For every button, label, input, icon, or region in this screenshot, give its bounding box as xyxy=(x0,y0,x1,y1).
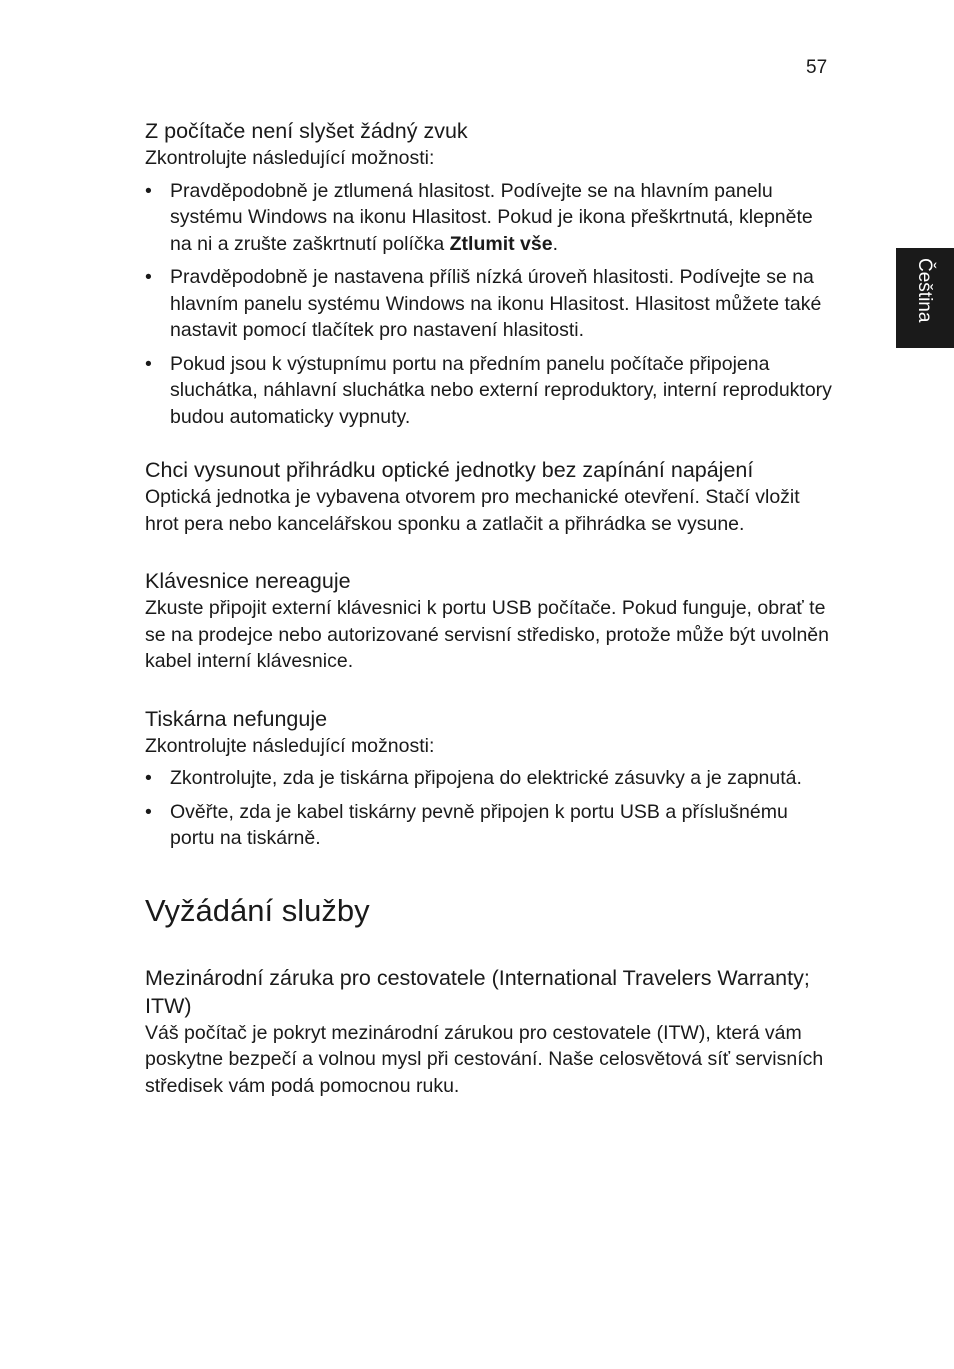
page-number: 57 xyxy=(806,57,828,78)
section-printer xyxy=(145,705,835,852)
bullet-icon: • xyxy=(145,352,152,375)
list-item xyxy=(145,264,835,344)
list-item xyxy=(145,178,835,258)
section-heading: Tiskárna nefunguje xyxy=(145,706,328,731)
bullet-icon: • xyxy=(145,179,152,202)
bullet-icon: • xyxy=(145,767,152,789)
list-item-text: Zkontrolujte, zda je tiskárna připojena do elektrické zásuvky a je zapnutá. xyxy=(170,767,802,789)
list-item xyxy=(145,799,835,852)
page-content xyxy=(145,117,835,1099)
section-heading: Klávesnice nereaguje xyxy=(145,569,351,593)
section-heading: Chci vysunout přihrádku optické jednotky bez zapínání napájení xyxy=(145,458,754,482)
chapter-heading: Vyžádání služby xyxy=(145,892,370,928)
language-tab-label: Čeština xyxy=(914,258,935,323)
list-item-text: Pravděpodobně je nastavena příliš nízká úroveň hlasitosti. Podívejte se na hlavním panelu systému Windows na ikonu Hlasitost. Hlasitost můžete také nastavit pomocí tlačítek pro nastavení hlasitosti. xyxy=(170,266,822,341)
list-item-text-end: . xyxy=(552,232,558,255)
section-body: Váš počítač je pokryt mezinárodní zárukou pro cestovatele (ITW), která vám poskytne bezpečí a volnou mysl při cestování. Naše celosvětová síť servisních středisek vám podá pomocnou ruku. xyxy=(145,1021,824,1097)
section-body: Zkuste připojit externí klávesnici k portu USB počítače. Pokud funguje, obrať te se na prodejce nebo autorizované servisní středisko, protože může být uvolněn kabel interní klávesnice. xyxy=(145,597,829,672)
bullet-list xyxy=(145,765,835,852)
list-item xyxy=(145,351,835,431)
section-intro: Zkontrolujte následující možnosti: xyxy=(145,734,435,757)
list-item-bold-text: Ztlumit vše xyxy=(449,232,553,255)
list-item-text: Ověřte, zda je kabel tiskárny pevně připojen k portu USB a příslušnému portu na tiskárně. xyxy=(170,800,788,849)
section-heading: Mezinárodní záruka pro cestovatele (International Travelers Warranty; ITW) xyxy=(145,965,810,1018)
section-intro: Zkontrolujte následující možnosti: xyxy=(145,147,435,169)
bullet-icon: • xyxy=(145,266,152,288)
section-heading: Z počítače není slyšet žádný zvuk xyxy=(145,119,468,143)
bullet-list xyxy=(145,178,835,431)
section-optical-tray xyxy=(145,456,835,537)
language-tab xyxy=(896,248,954,348)
list-item-text: Pokud jsou k výstupnímu portu na předním panelu počítače připojena sluchátka, náhlavní sluchátka nebo externí reproduktory, interní reproduktory budou automaticky vypnuty. xyxy=(170,352,832,428)
section-body: Optická jednotka je vybavena otvorem pro mechanické otevření. Stačí vložit hrot pera nebo kancelářskou sponku a zatlačit a přihrádka se vysune. xyxy=(145,486,800,535)
list-item-text: Pravděpodobně je ztlumená hlasitost. Podívejte se na hlavním panelu systému Windows na ikonu Hlasitost. Pokud je ikona přeškrtnutá, klepněte na ni a zrušte zaškrtnutí políčka xyxy=(170,179,813,255)
section-itw xyxy=(145,964,835,1100)
bullet-icon: • xyxy=(145,800,152,823)
section-no-sound xyxy=(145,117,835,430)
list-item xyxy=(145,765,835,792)
section-keyboard xyxy=(145,567,835,675)
